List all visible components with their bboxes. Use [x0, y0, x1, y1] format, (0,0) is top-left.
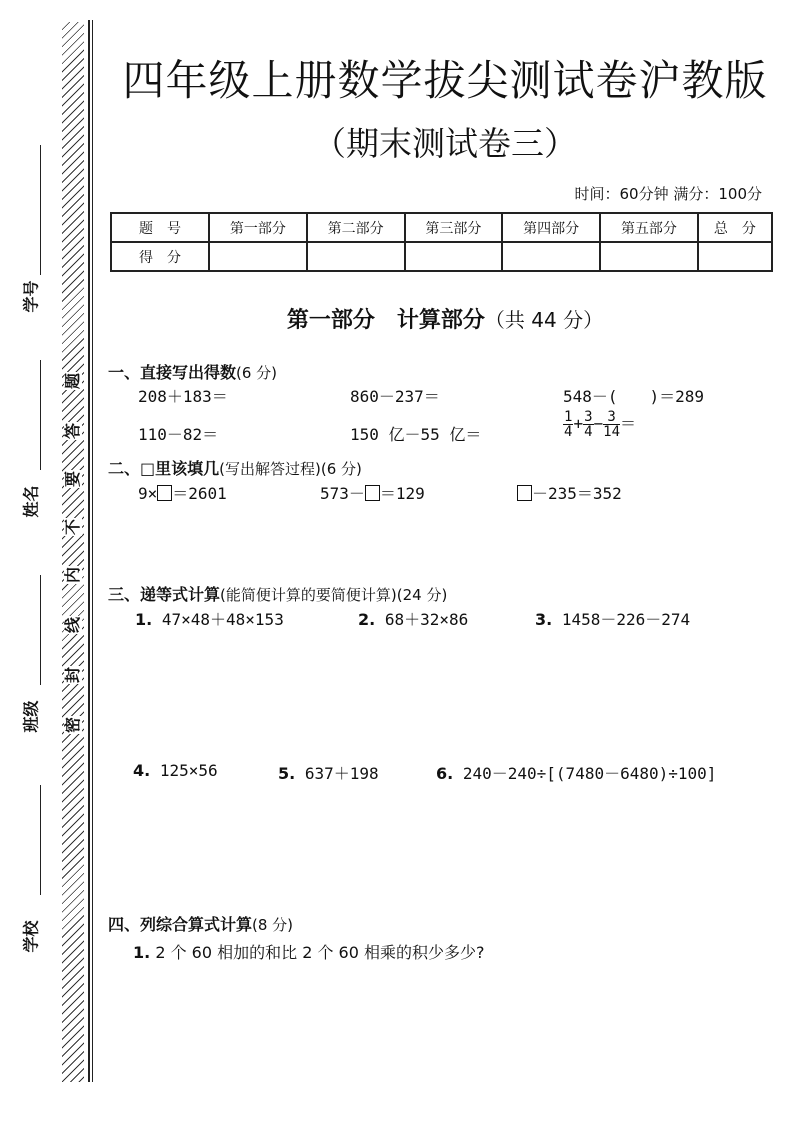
score-entry[interactable]: [698, 242, 772, 271]
seal-char: 内: [63, 567, 82, 584]
blank-box[interactable]: [365, 485, 380, 501]
seal-char: 要: [63, 471, 82, 488]
question: －235＝352: [517, 481, 622, 504]
section-note: (能简便计算的要简便计算): [220, 586, 397, 604]
question: 548－( )＝289: [563, 387, 705, 406]
table-cell: 第四部分: [502, 213, 600, 242]
question: 5. 637＋198: [278, 764, 379, 783]
section-heading: [108, 912, 293, 935]
score-table-score-row: [111, 242, 772, 271]
table-cell: 第二部分: [307, 213, 405, 242]
class-label: 班级: [21, 700, 41, 733]
question: 208＋183＝: [138, 387, 228, 406]
section-heading: [108, 582, 447, 605]
part-title: 第一部分 计算部分: [286, 308, 485, 333]
score-entry[interactable]: [209, 242, 307, 271]
section-points: (6 分): [320, 460, 362, 478]
page-subtitle: （期末测试卷三）: [313, 124, 577, 163]
section-title: 三、递等式计算: [108, 585, 221, 604]
class-line: [40, 575, 41, 685]
part-heading: [95, 303, 795, 334]
table-cell: 题 号: [111, 213, 209, 242]
score-entry[interactable]: [502, 242, 600, 271]
question: 1. 47×48＋48×153: [135, 610, 284, 629]
equals: ＝: [620, 414, 637, 433]
student-id-line: [40, 145, 41, 275]
section-points: (6 分): [236, 364, 278, 382]
fraction: $\frac{1}{4}$: [564, 409, 573, 440]
question: 3. 1458－226－274: [535, 610, 691, 629]
question: 150 亿－55 亿＝: [350, 425, 482, 444]
section-title: 四、列综合算式计算: [108, 915, 253, 934]
section-heading: [108, 360, 277, 383]
score-entry[interactable]: [307, 242, 405, 271]
question: 110－82＝: [138, 425, 219, 444]
seal-char: 线: [63, 617, 82, 634]
table-cell: 第三部分: [405, 213, 503, 242]
question: 573－ ＝129: [320, 484, 425, 503]
page-title: 四年级上册数学拔尖测试卷沪教版: [122, 56, 768, 105]
table-cell: 第一部分: [209, 213, 307, 242]
table-cell: 总 分: [698, 213, 772, 242]
section-heading: [108, 456, 362, 479]
question: 860－237＝: [350, 387, 440, 406]
section-points: (8 分): [252, 916, 294, 934]
score-table: [110, 212, 773, 272]
section-title: 一、直接写出得数: [108, 363, 237, 382]
fraction: $\frac{3}{4}$: [584, 409, 593, 440]
question: 9× ＝2601: [138, 484, 227, 503]
section-note: (写出解答过程): [219, 460, 321, 478]
operator: −: [593, 414, 604, 433]
binding-hatch-top: [62, 22, 84, 1082]
binding-line-inner: [92, 20, 93, 1082]
fraction: $\frac{3}{14}$: [603, 409, 621, 440]
table-cell: 得 分: [111, 242, 209, 271]
student-id-label: 学号: [21, 280, 41, 313]
table-cell: 第五部分: [600, 213, 698, 242]
question: 6. 240－240÷[(7480－6480)÷100]: [436, 764, 717, 783]
blank-box[interactable]: [517, 485, 532, 501]
question: 1. 2 个 60 相加的和比 2 个 60 相乘的积少多少?: [133, 943, 485, 962]
question: 2. 68＋32×86: [358, 610, 469, 629]
binding-line: [88, 20, 90, 1082]
exam-meta: 时间：60分钟 满分：100分: [574, 185, 762, 203]
score-table-header-row: [111, 213, 772, 242]
section-title: 二、□里该填几: [108, 459, 220, 478]
question: 4. 125×56: [133, 761, 218, 780]
score-entry[interactable]: [600, 242, 698, 271]
blank-box[interactable]: [157, 485, 172, 501]
part-points: （共 44 分）: [484, 308, 604, 332]
seal-char: 封: [63, 667, 82, 684]
seal-char: 不: [63, 519, 82, 536]
operator: +: [573, 414, 584, 433]
fraction-question: [563, 410, 636, 439]
name-line: [40, 360, 41, 470]
score-entry[interactable]: [405, 242, 503, 271]
seal-char: 答: [63, 423, 82, 440]
school-label: 学校: [21, 920, 41, 953]
seal-char: 密: [63, 717, 82, 734]
name-label: 姓名: [21, 485, 41, 518]
school-line: [40, 785, 41, 895]
seal-char: 题: [63, 373, 82, 390]
section-points: (24 分): [396, 586, 448, 604]
